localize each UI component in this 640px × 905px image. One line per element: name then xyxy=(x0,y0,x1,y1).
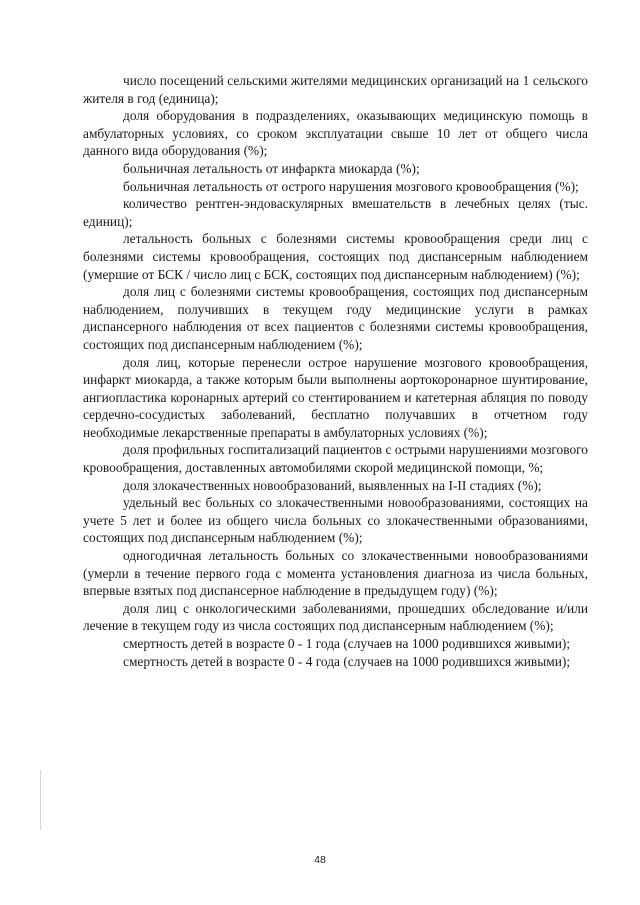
paragraph: доля лиц с болезнями системы кровообращения, состоящих под диспансерным наблюдением, получивших в текущем году медицинские услуги в рамках диспансерного наблюдения от всех пациентов с болезнями системы кровообращения, состоящих под диспансерным наблюдением (%); xyxy=(83,284,588,352)
paragraph: больничная летальность от инфаркта миокарда (%); xyxy=(123,160,420,176)
paragraph: доля профильных госпитализаций пациентов с острыми нарушениями мозгового кровообращения, доставленных автомобилями скорой медицинской помощи, %; xyxy=(83,442,588,476)
scan-margin-mark xyxy=(40,770,41,830)
paragraph: доля оборудования в подразделениях, оказывающих медицинскую помощь в амбулаторных условиях, со сроком эксплуатации свыше 10 лет от общего числа данного вида оборудования (%); xyxy=(83,108,588,159)
paragraph: доля злокачественных новообразований, выявленных на I-II стадиях (%); xyxy=(123,477,542,493)
paragraph: доля лиц, которые перенесли острое нарушение мозгового кровообращения, инфаркт миокарда, а также которым были выполнены аортокоронарное шунтирование, ангиопластика коронарных артерий со стентированием и катетерная абляция по поводу сердечно-сосудистых заболеваний, бесплатно получавших в отчетном году необходимые лекарственные препараты в амбулаторных условиях (%); xyxy=(83,354,588,440)
document-body xyxy=(83,72,588,670)
paragraph: доля лиц с онкологическими заболеваниями, прошедших обследование и/или лечение в текущем году из числа состоящих под диспансерным наблюдением (%); xyxy=(83,600,588,634)
paragraph: больничная летальность от острого нарушения мозгового кровообращения (%); xyxy=(123,178,579,194)
paragraph: летальность больных с болезнями системы кровообращения среди лиц с болезнями системы кровообращения, состоящих под диспансерным наблюдением (умершие от БСК / число лиц с БСК, состоящих под диспансерным наблюдением) (%); xyxy=(83,231,588,282)
paragraph: удельный вес больных со злокачественными новообразованиями, состоящих на учете 5 лет и более из общего числа больных со злокачественными образованиями, состоящих под диспансерным наблюдением (%); xyxy=(83,495,588,546)
page-number: 48 xyxy=(314,854,326,866)
paragraph: смертность детей в возрасте 0 - 4 года (случаев на 1000 родившихся живыми); xyxy=(123,653,571,669)
paragraph: количество рентген-эндоваскулярных вмешательств в лечебных целях (тыс. единиц); xyxy=(83,196,588,229)
paragraph: одногодичная летальность больных со злокачественными новообразованиями (умерли в течение первого года с момента установления диагноза из числа больных, впервые взятых под диспансерное наблюдение в предыдущем году) (%); xyxy=(83,548,588,599)
paragraph: число посещений сельскими жителями медицинских организаций на 1 сельского жителя в год (единица); xyxy=(83,73,588,106)
paragraph: смертность детей в возрасте 0 - 1 года (случаев на 1000 родившихся живыми); xyxy=(123,636,571,651)
